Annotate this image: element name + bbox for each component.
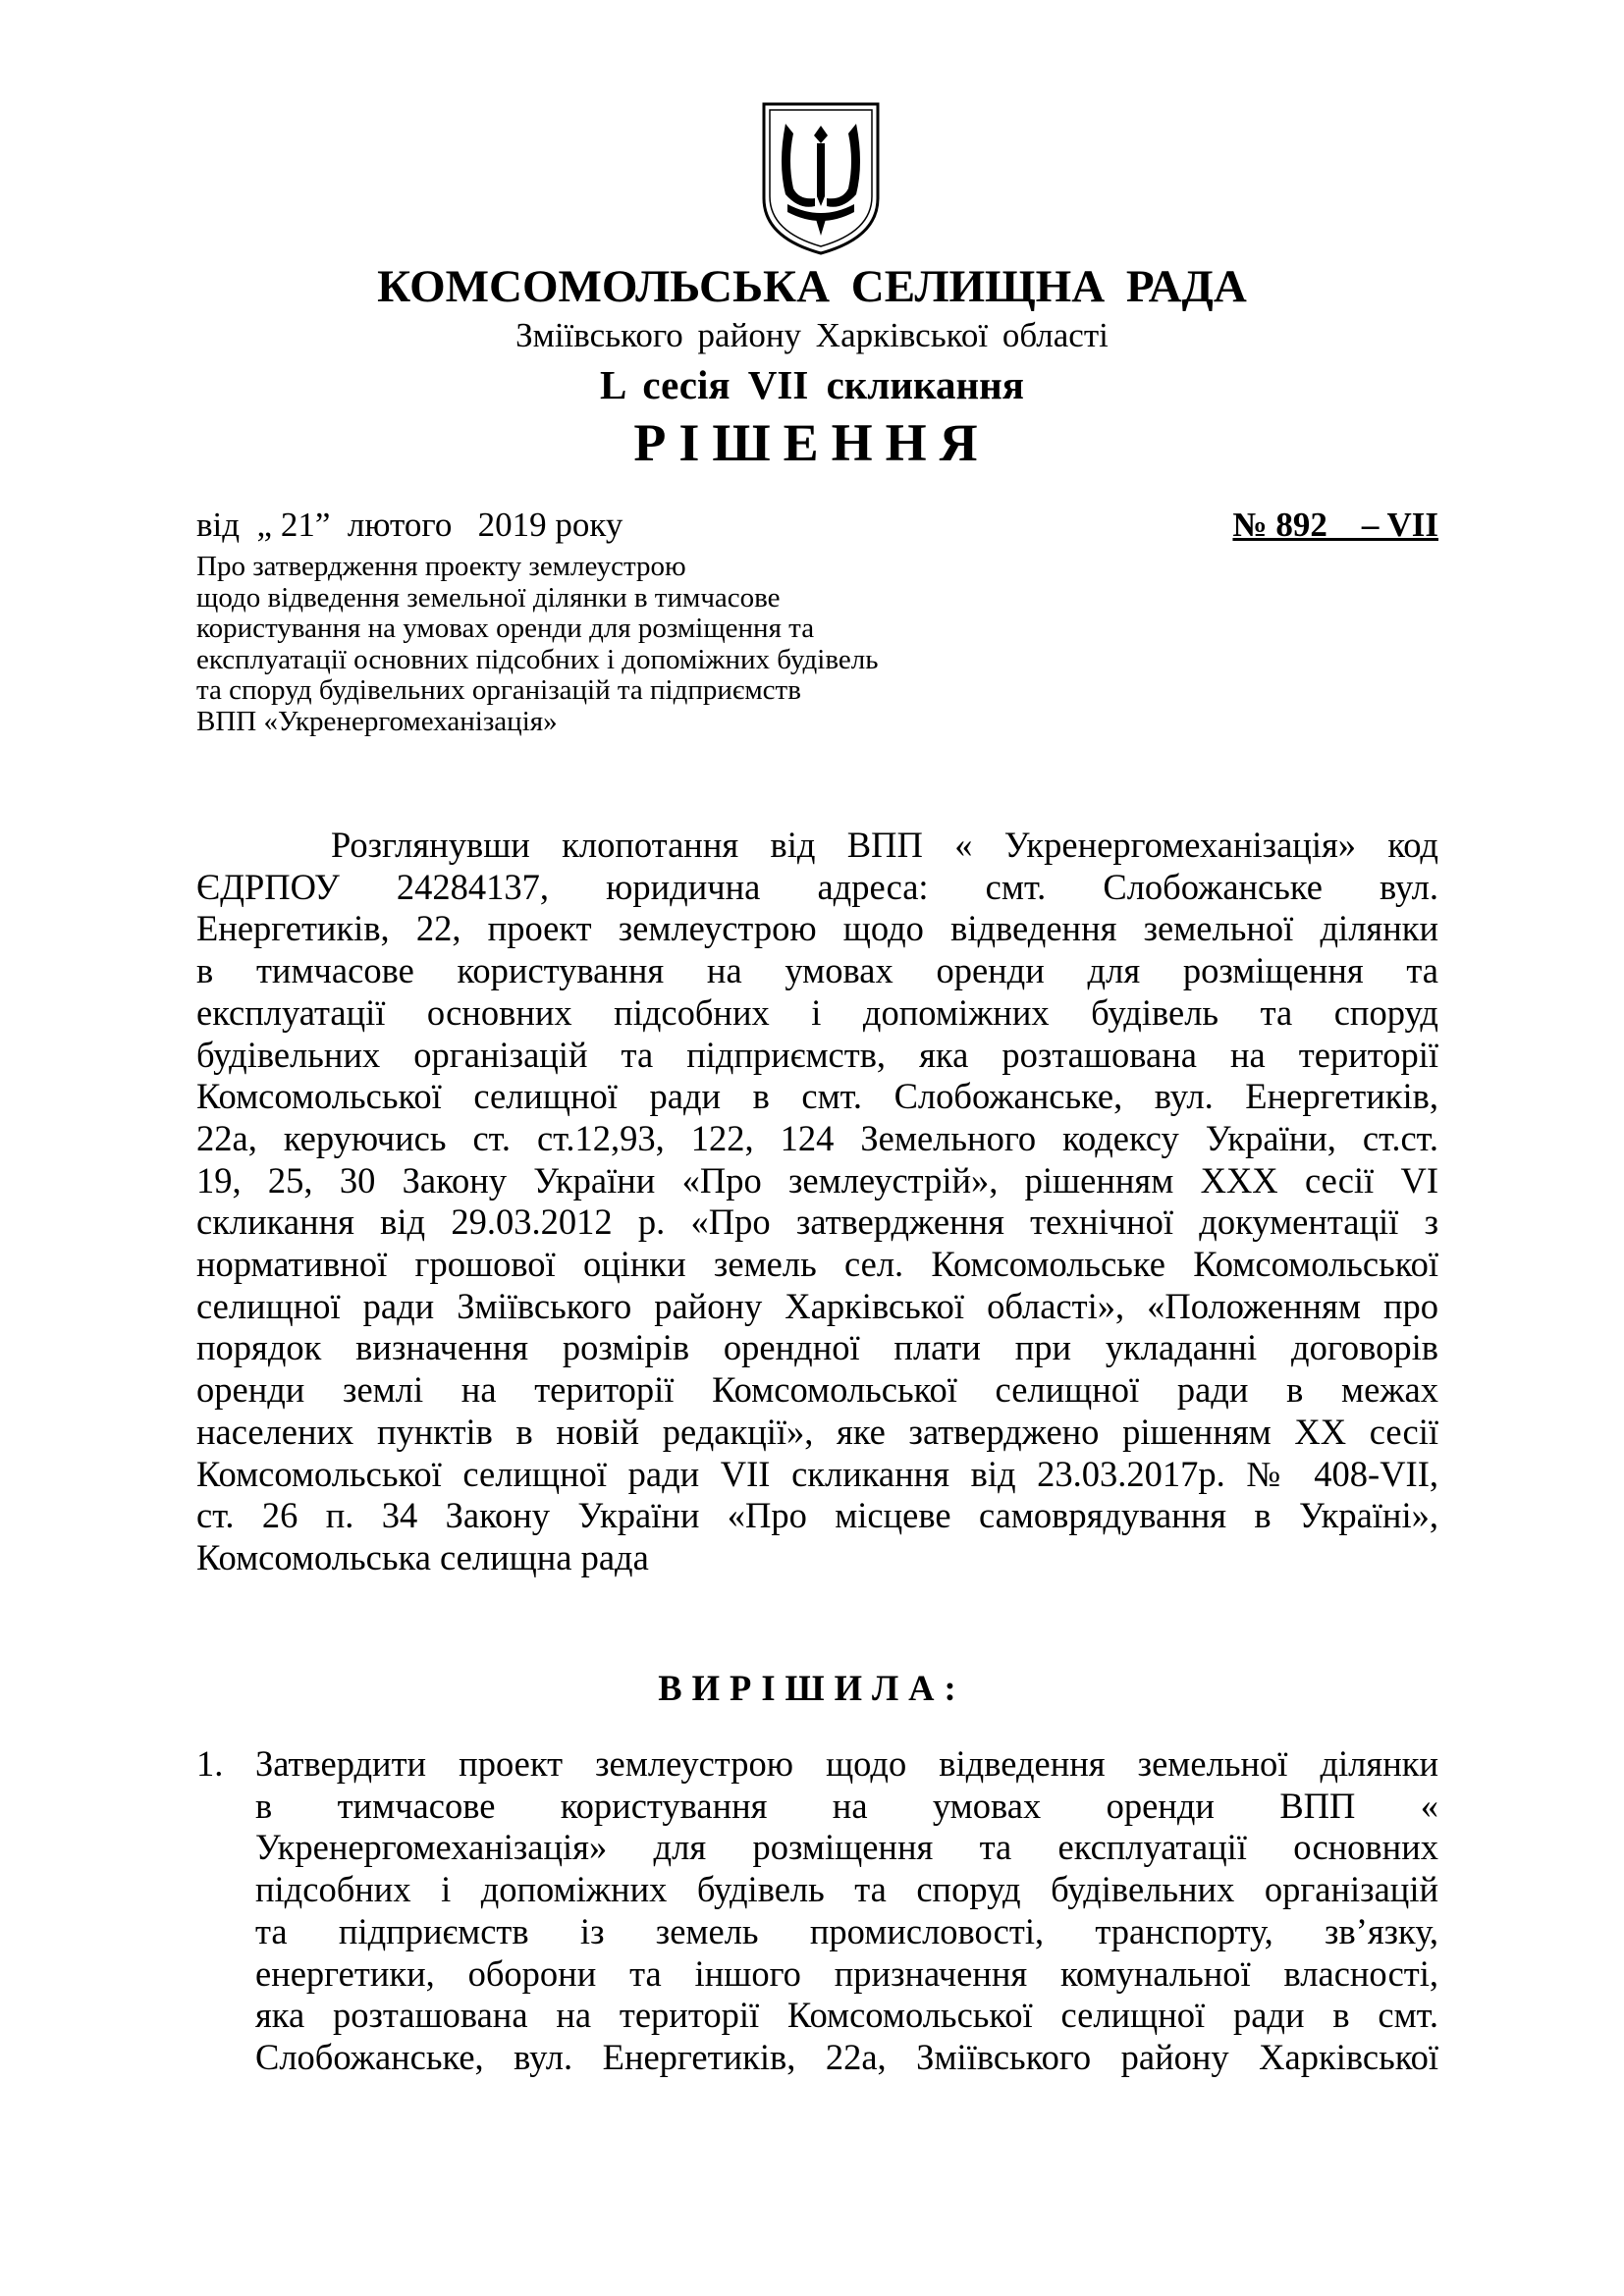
session-convocation: L сесія VII скликання [600,362,1024,407]
council-name: КОМСОМОЛЬСЬКА СЕЛИЩНА РАДА [377,261,1247,312]
paragraph-line: Розглянувши клопотання від ВПП « Укренергомеханізація» код [331,825,1438,865]
paragraph-line: в тимчасове користування на умовах оренди для розміщення та [196,950,1438,991]
item-line: Затвердити проект землеустрою щодо відведення земельної ділянки [255,1743,1438,1784]
decision-number: № 892 – VII [1232,506,1438,544]
paragraph-line: селищної ради Зміївського району Харківської області», «Положенням про [196,1285,1438,1326]
trident-coat-of-arms-icon [758,100,884,257]
paragraph-line: Комсомольська селищна рада [196,1536,649,1577]
decision-title: РІШЕННЯ [633,413,991,472]
subject-line: та споруд будівельних організацій та підприємств [196,674,801,706]
subject-line: ВПП «Укренергомеханізація» [196,705,558,737]
paragraph-line: 22а, керуючись ст. ст.12,93, 122, 124 Земельного кодексу України, ст.ст. [196,1117,1438,1158]
decision-meta [196,506,1438,553]
preamble-paragraph [196,825,1438,1579]
item-line: яка розташована на території Комсомольської селищної ради в смт. [255,1995,1438,2036]
paragraph-line: ст. 26 п. 34 Закону України «Про місцеве самоврядування в Україні», [196,1495,1438,1536]
decision-subject [196,552,878,737]
resolution-item [196,1743,1438,2079]
paragraph-line: ЄДРПОУ 24284137, юридична адреса: смт. Слобожанське вул. [196,866,1438,907]
paragraph-line: будівельних організацій та підприємств, яка розташована на території [196,1034,1438,1075]
subject-line: експлуатації основних підсобних і допоміжних будівель [196,643,879,675]
paragraph-line: порядок визначення розмірів орендної плати при укладанні договорів [196,1327,1438,1368]
district-region: Зміївського району Харківської області [515,316,1109,354]
paragraph-line: населених пунктів в новій редакції», яке затверджено рішенням XX сесії [196,1411,1438,1452]
decision-date: від „ 21” лютого 2019 року [196,506,623,544]
paragraph-line: оренди землі на території Комсомольської селищної ради в межах [196,1369,1438,1411]
item-line: та підприємств із земель промисловості, транспорту, зв’язку, [255,1910,1438,1951]
item-line: Укренергомеханізація» для розміщення та експлуатації основних [255,1827,1438,1868]
item-line: підсобних і допоміжних будівель та споруд будівельних організацій [255,1869,1438,1910]
item-text [255,1743,1438,2079]
resolved-heading: ВИРІШИЛА: [658,1668,966,1708]
paragraph-line: Комсомольської селищної ради в смт. Слобожанське, вул. Енергетиків, [196,1076,1438,1117]
paragraph-line: Комсомольської селищної ради VII скликання від 23.03.2017р. № 408-VII, [196,1453,1438,1494]
item-line: Слобожанське, вул. Енергетиків, 22а, Зміївського району Харківської [255,2036,1438,2077]
paragraph-line: Енергетиків, 22, проект землеустрою щодо відведення земельної ділянки [196,908,1438,949]
paragraph-line: нормативної грошової оцінки земель сел. Комсомольське Комсомольської [196,1244,1438,1285]
subject-line: Про затвердження проекту землеустрою [196,551,686,582]
subject-line: щодо відведення земельної ділянки в тимчасове [196,581,781,614]
item-line: енергетики, оборони та іншого призначення комунальної власності, [255,1952,1438,1994]
paragraph-line: 19, 25, 30 Закону України «Про землеустрій», рішенням XXX сесії VI [196,1159,1438,1201]
paragraph-line: скликання від 29.03.2012 р. «Про затвердження технічної документації з [196,1201,1438,1243]
subject-line: користування на умовах оренди для розміщення та [196,613,815,644]
item-number: 1. [196,1743,224,1784]
item-line: в тимчасове користування на умовах оренди ВПП « [255,1785,1438,1826]
paragraph-line: експлуатації основних підсобних і допоміжних будівель та споруд [196,991,1438,1033]
